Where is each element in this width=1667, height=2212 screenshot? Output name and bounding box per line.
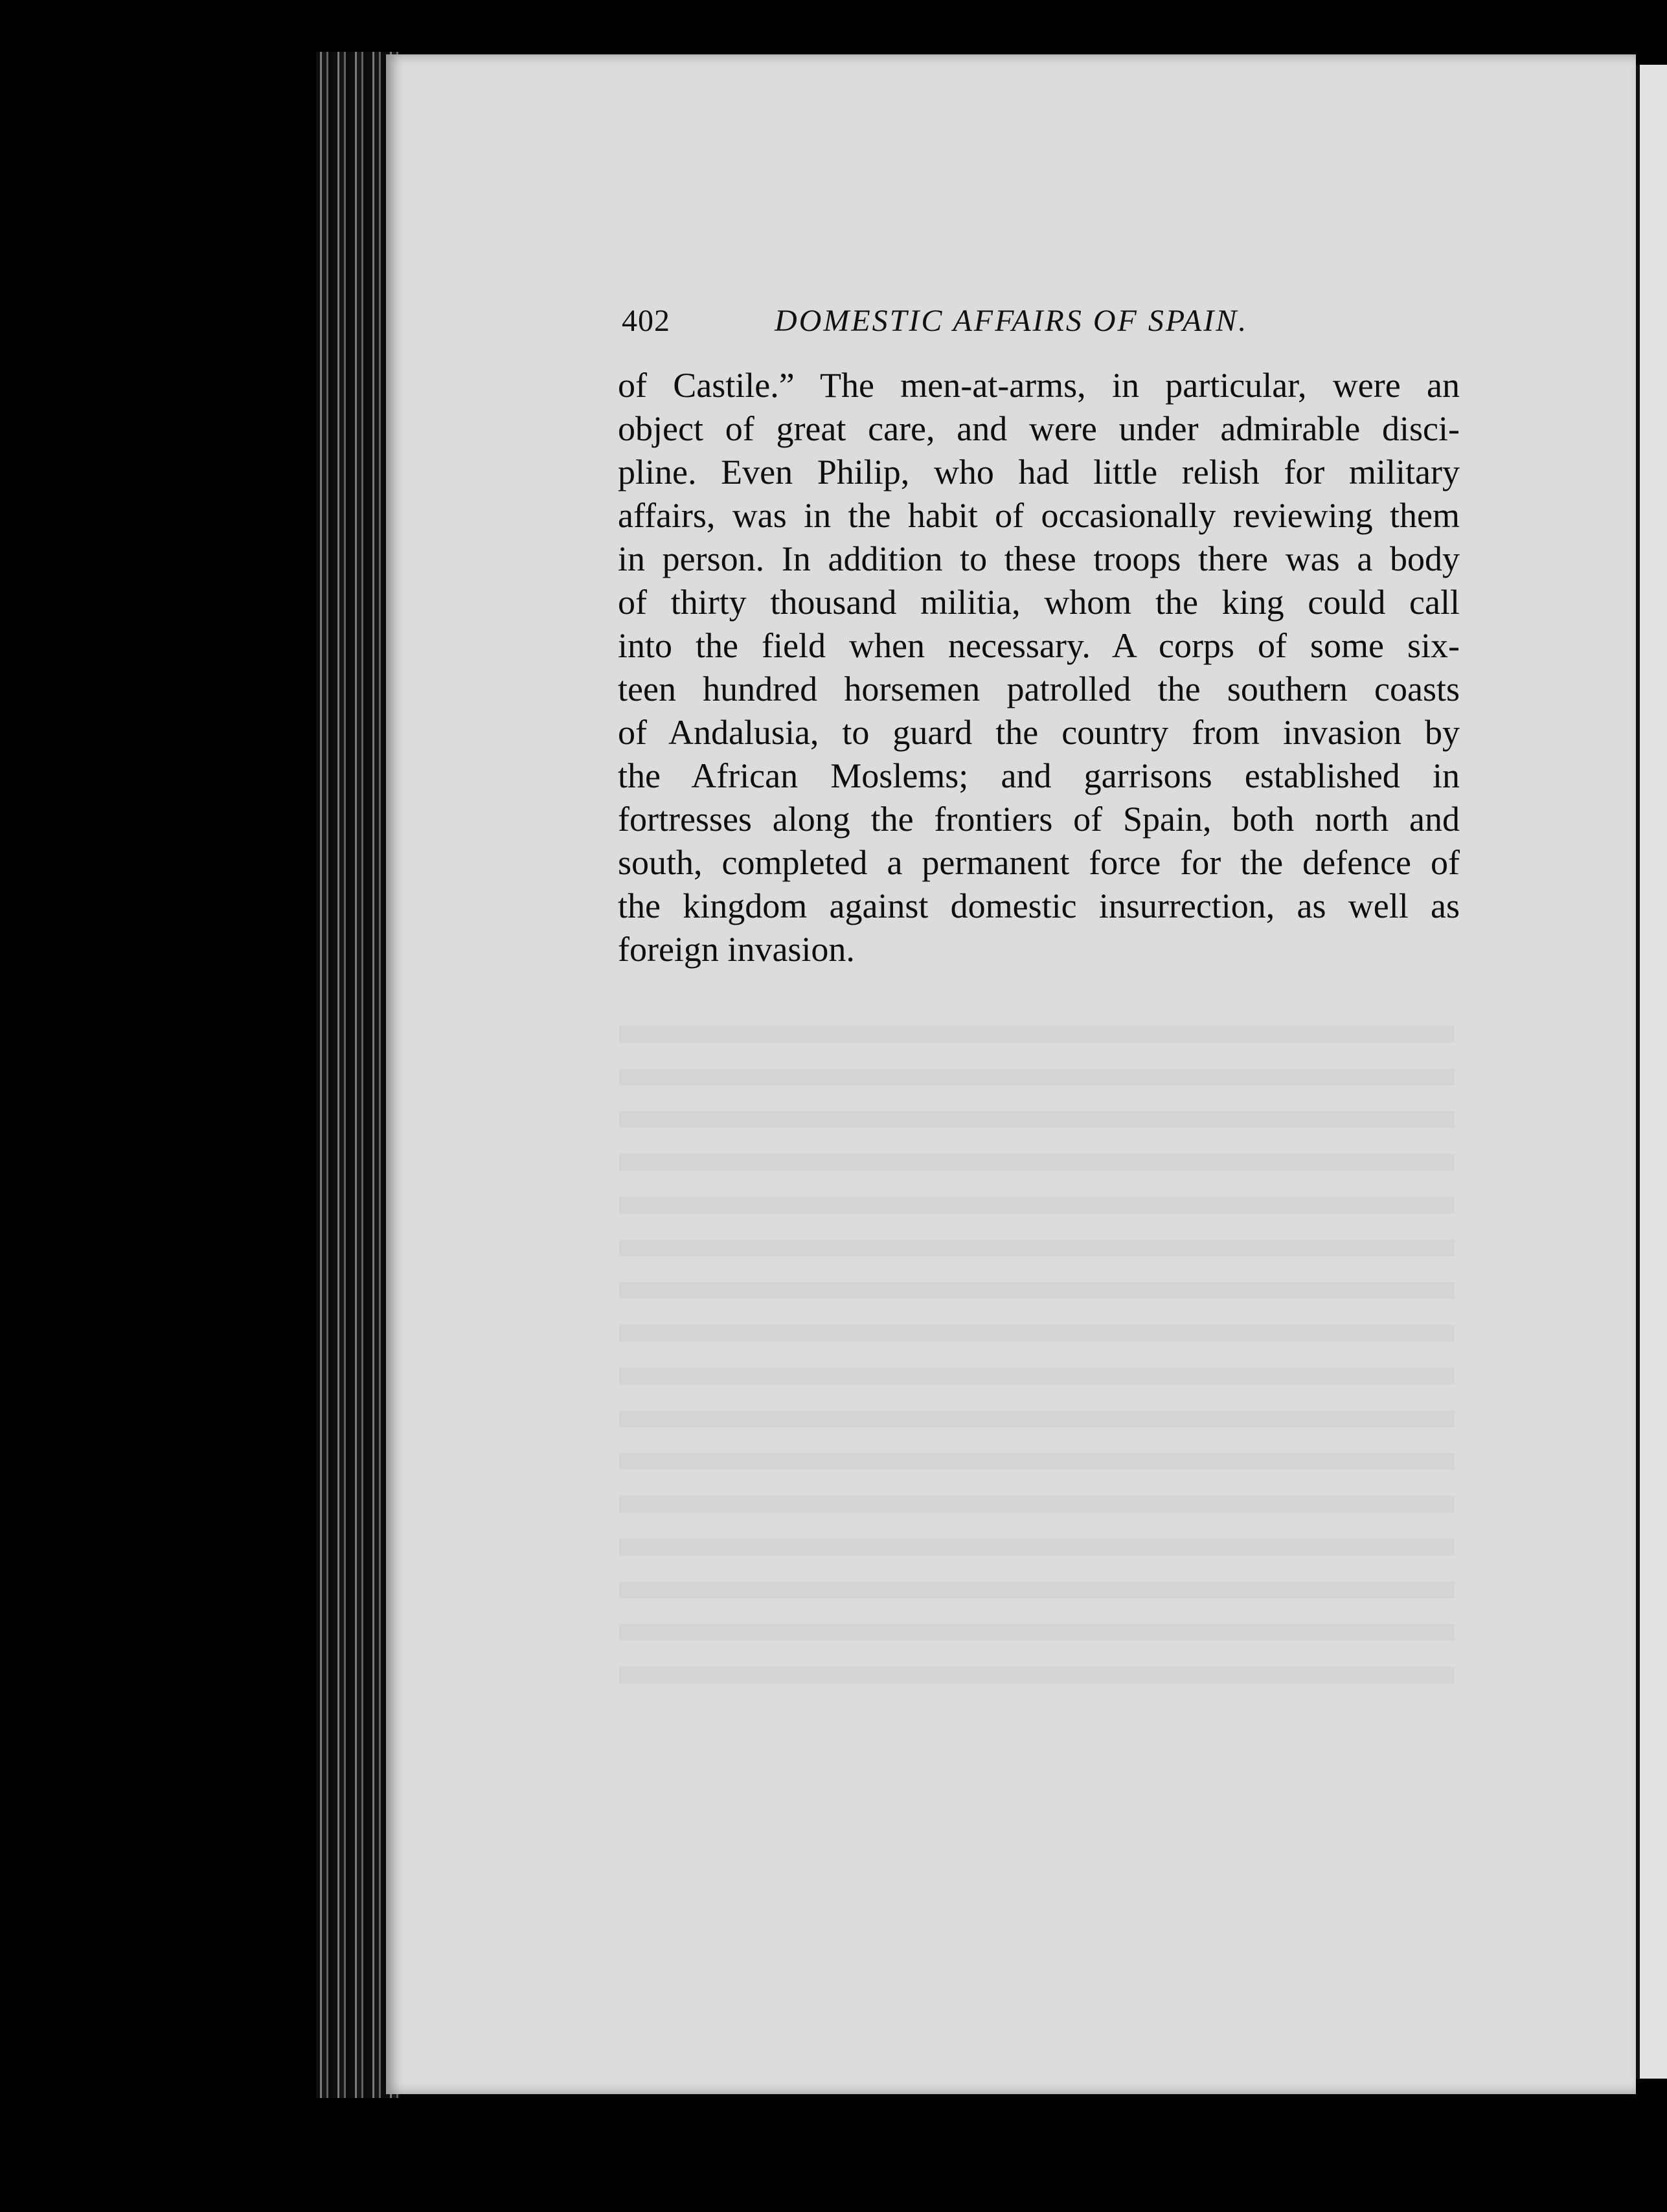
text-line: fortresses along the frontiers of Spain, both north and xyxy=(618,800,1460,839)
text-line: pline. Even Philip, who had little relish for military xyxy=(618,453,1460,491)
text-line: the kingdom against domestic insurrection, as well as xyxy=(618,886,1460,925)
book-page xyxy=(386,54,1636,2094)
text-line: of thirty thousand militia, whom the king could call xyxy=(618,583,1460,622)
text-line: into the field when necessary. A corps of some six- xyxy=(618,626,1460,665)
text-line: object of great care, and were under admirable disci- xyxy=(618,409,1460,448)
body-paragraph xyxy=(618,364,1460,971)
text-line: in person. In addition to these troops there was a body xyxy=(618,539,1460,578)
text-line: affairs, was in the habit of occasionally reviewing them xyxy=(618,496,1460,535)
text-line: south, completed a permanent force for the defence of xyxy=(618,843,1460,882)
text-line: foreign invasion. xyxy=(618,930,855,969)
text-line: of Castile.” The men-at-arms, in particular, were an xyxy=(618,366,1460,405)
text-line: the African Moslems; and garrisons established in xyxy=(618,756,1460,795)
page-number: 402 xyxy=(622,304,670,338)
adjacent-page-edge xyxy=(1636,65,1667,2079)
show-through-shadow xyxy=(619,1000,1455,1686)
text-line: of Andalusia, to guard the country from invasion by xyxy=(618,713,1460,752)
text-line: teen hundred horsemen patrolled the southern coasts xyxy=(618,670,1460,708)
page-header xyxy=(622,303,1667,368)
running-head: DOMESTIC AFFAIRS OF SPAIN. xyxy=(775,304,1249,338)
